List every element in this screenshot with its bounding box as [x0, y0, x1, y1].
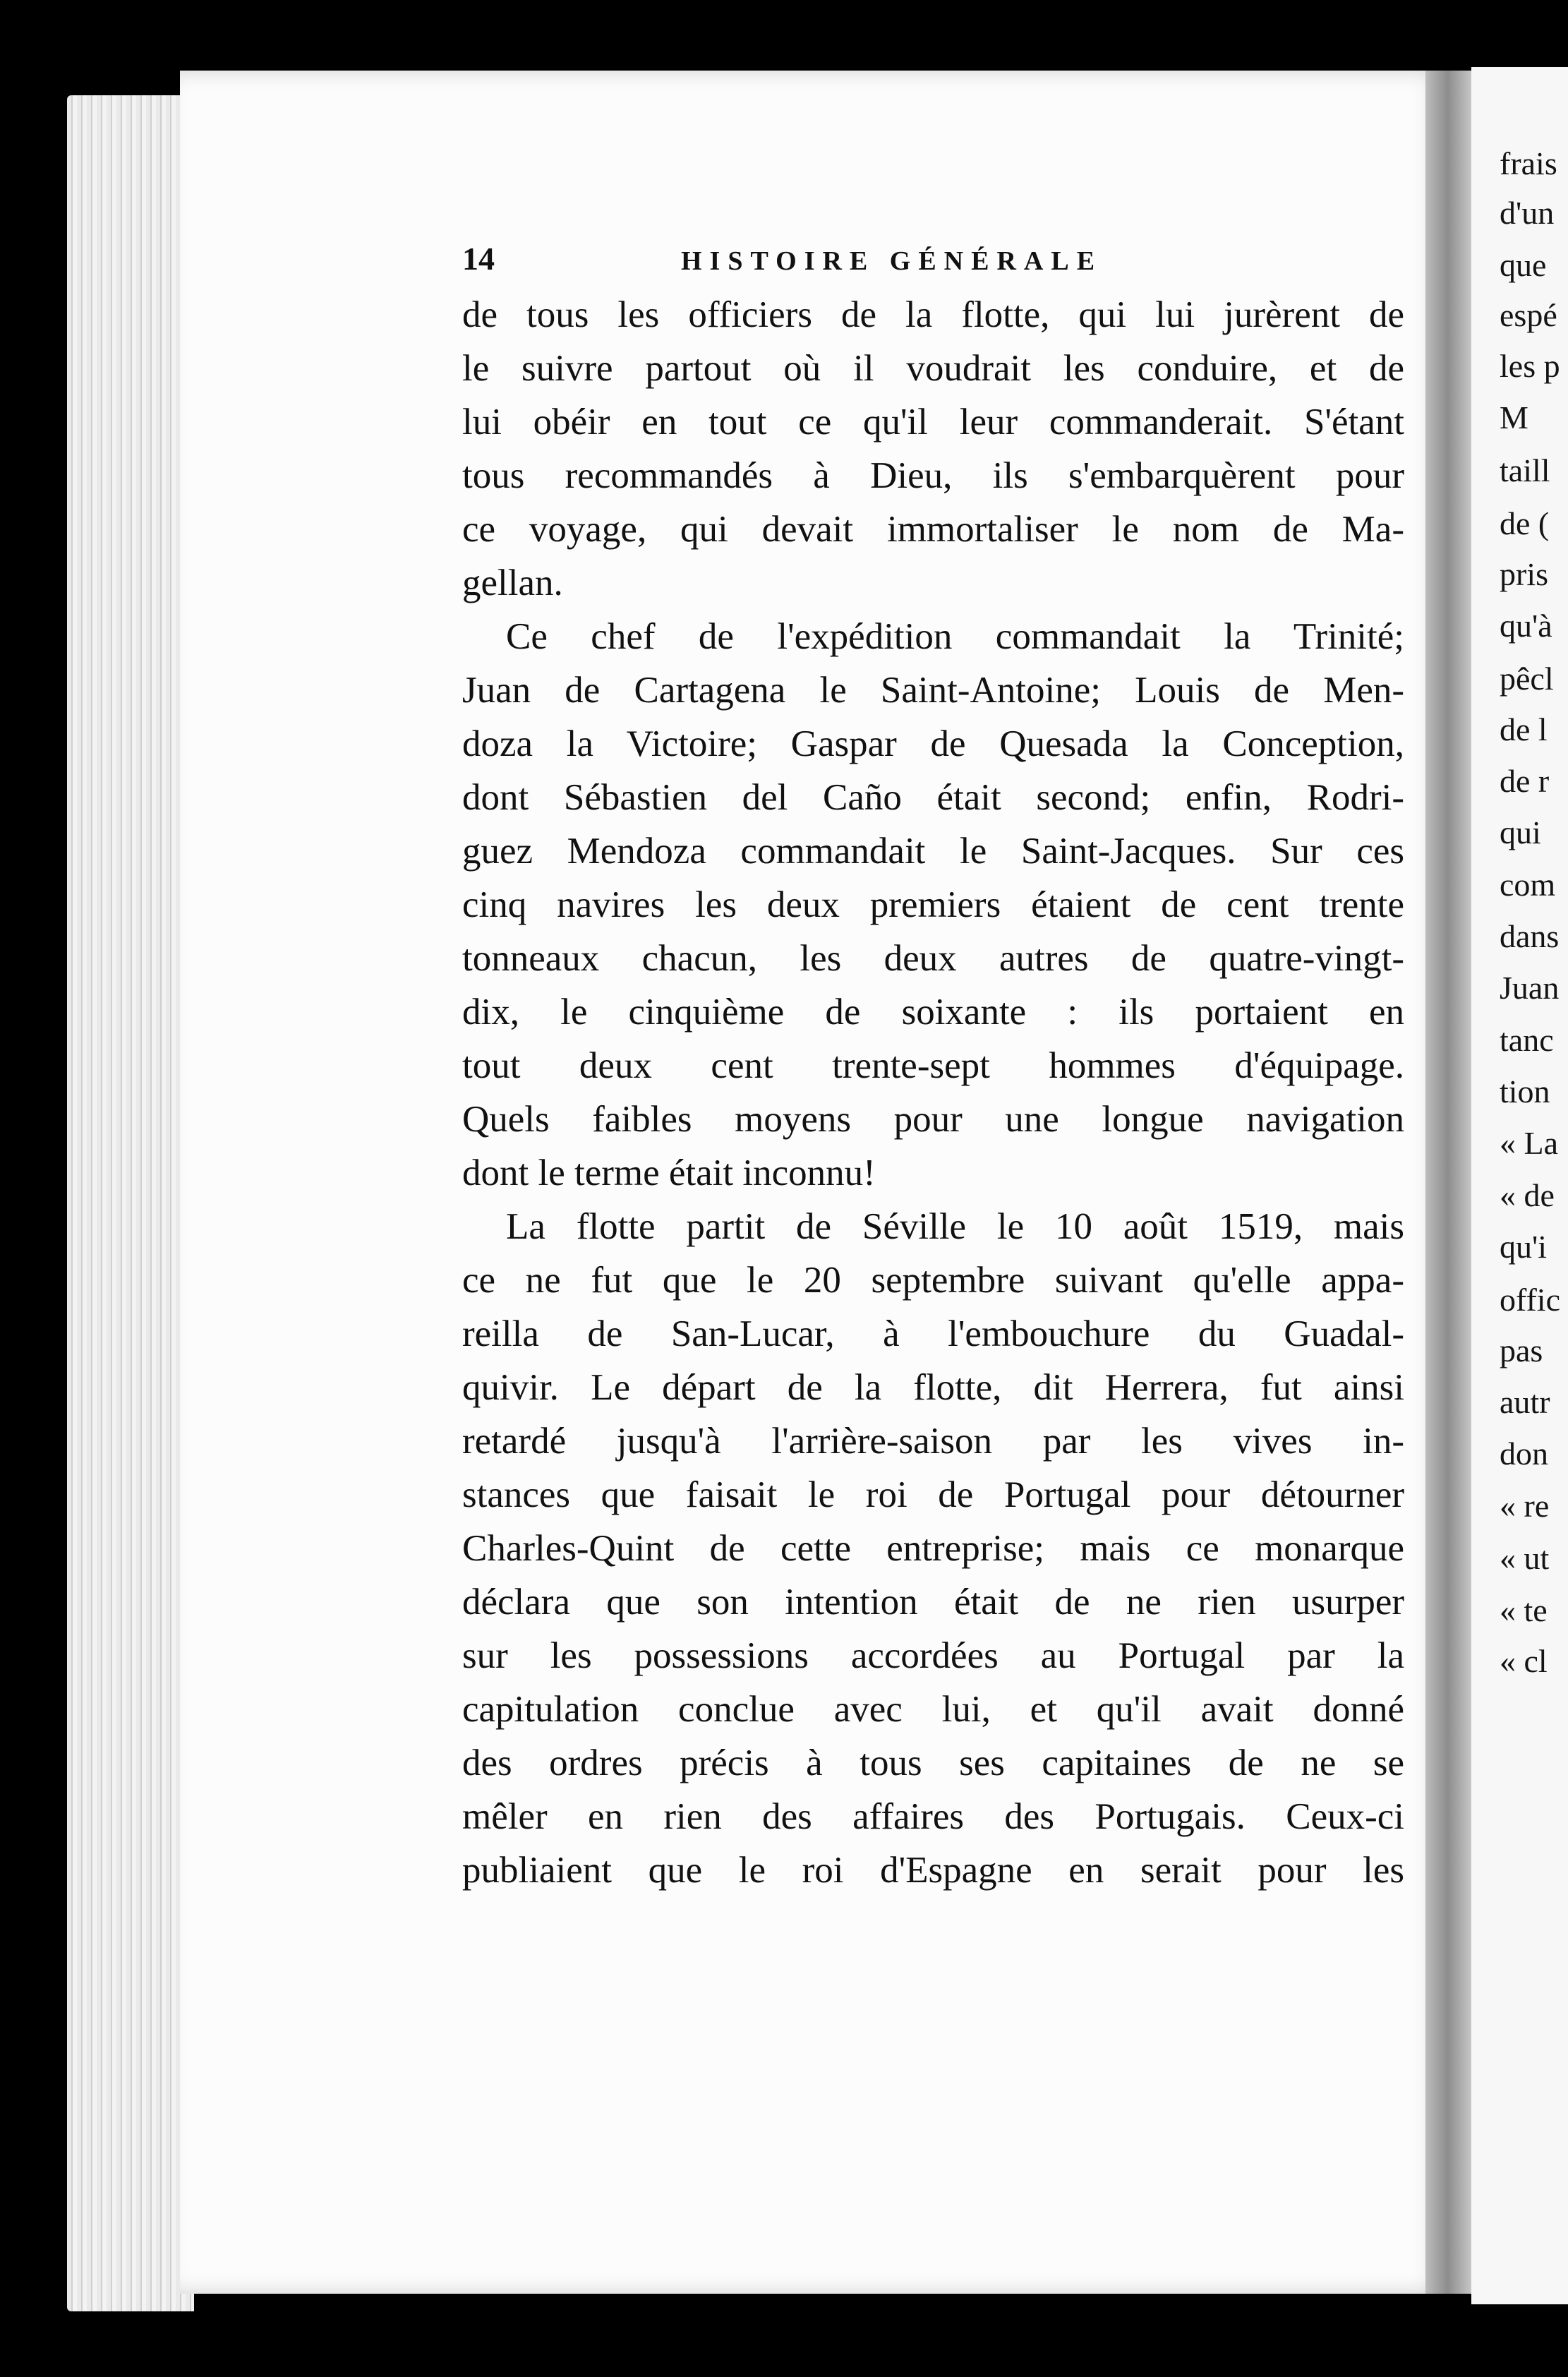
- facing-page-fragment: d'un: [1500, 195, 1555, 231]
- facing-page-fragment: « te: [1500, 1592, 1548, 1628]
- facing-page-fragment: de (: [1500, 505, 1550, 541]
- text-line: des ordres précis à tous ses capitaines de ne se: [462, 1743, 1404, 1783]
- text-line: retardé jusqu'à l'arrière-saison par les vives in-: [462, 1421, 1404, 1462]
- text-line: La flotte partit de Séville le 10 août 1519, mais: [506, 1206, 1404, 1247]
- running-title: HISTOIRE GÉNÉRALE: [681, 246, 1103, 276]
- facing-page-fragment: pris: [1500, 556, 1548, 592]
- facing-page-fragment: com: [1500, 867, 1556, 903]
- text-line: sur les possessions accordées au Portugal par la: [462, 1635, 1404, 1676]
- text-line: ce voyage, qui devait immortaliser le nom de Ma-: [462, 509, 1404, 550]
- facing-page-fragment: « cl: [1500, 1643, 1548, 1679]
- text-line: cinq navires les deux premiers étaient de cent trente: [462, 884, 1404, 925]
- text-line: tous recommandés à Dieu, ils s'embarquèrent pour: [462, 455, 1404, 496]
- facing-page-fragment: M: [1500, 399, 1528, 435]
- text-line: stances que faisait le roi de Portugal pour détourner: [462, 1474, 1404, 1515]
- facing-page-fragment: pas: [1500, 1332, 1543, 1368]
- text-line: dont Sébastien del Caño était second; enfin, Rodri-: [462, 777, 1404, 818]
- facing-page-fragment: tanc: [1500, 1022, 1554, 1058]
- text-line: dont le terme était inconnu!: [462, 1153, 876, 1193]
- facing-page: [1471, 67, 1568, 2304]
- text-line: capitulation conclue avec lui, et qu'il avait donné: [462, 1689, 1404, 1730]
- page-stack-edges: [67, 95, 194, 2311]
- text-line: gellan.: [462, 562, 563, 603]
- text-line: tout deux cent trente-sept hommes d'équipage.: [462, 1045, 1404, 1086]
- facing-page-fragment: « ut: [1500, 1540, 1550, 1576]
- facing-page-fragment: de r: [1500, 763, 1550, 799]
- facing-page-fragment: les p: [1500, 348, 1560, 384]
- text-line: Charles-Quint de cette entreprise; mais ce monarque: [462, 1528, 1404, 1569]
- text-line: publiaient que le roi d'Espagne en serait pour les: [462, 1850, 1404, 1891]
- text-line: lui obéir en tout ce qu'il leur commanderait. S'étant: [462, 402, 1404, 443]
- facing-page-fragment: de l: [1500, 711, 1548, 747]
- text-line: tonneaux chacun, les deux autres de quatre-vingt-: [462, 938, 1404, 979]
- text-line: doza la Victoire; Gaspar de Quesada la Conception,: [462, 723, 1404, 764]
- text-line: ce ne fut que le 20 septembre suivant qu'elle appa-: [462, 1260, 1404, 1301]
- facing-page-fragment: frais: [1500, 145, 1557, 181]
- text-line: Ce chef de l'expédition commandait la Trinité;: [506, 616, 1404, 657]
- text-line: de tous les officiers de la flotte, qui lui jurèrent de: [462, 294, 1404, 335]
- facing-page-fragment: Juan: [1500, 970, 1560, 1006]
- text-line: le suivre partout où il voudrait les conduire, et de: [462, 348, 1404, 389]
- facing-page-fragment: qu'à: [1500, 608, 1552, 644]
- facing-page-fragment: qui: [1500, 814, 1541, 850]
- text-line: Juan de Cartagena le Saint-Antoine; Louis de Men-: [462, 670, 1404, 711]
- page-header: [462, 240, 1415, 282]
- facing-page-fragment: espé: [1500, 297, 1557, 333]
- facing-page-fragment: tion: [1500, 1073, 1550, 1109]
- text-line: mêler en rien des affaires des Portugais. Ceux-ci: [462, 1796, 1404, 1837]
- facing-page-fragment: « de: [1500, 1177, 1555, 1213]
- facing-page-fragment: taill: [1500, 452, 1550, 488]
- text-line: Quels faibles moyens pour une longue navigation: [462, 1099, 1404, 1140]
- facing-page-fragment: don: [1500, 1436, 1548, 1472]
- facing-page-fragment: « re: [1500, 1488, 1550, 1524]
- facing-page-fragment: que: [1500, 247, 1547, 283]
- text-line: déclara que son intention était de ne rien usurper: [462, 1582, 1404, 1623]
- page-number: 14: [462, 241, 495, 277]
- text-line: quivir. Le départ de la flotte, dit Herrera, fut ainsi: [462, 1367, 1404, 1408]
- body-text: [462, 288, 1404, 1897]
- facing-page-fragment: « La: [1500, 1125, 1559, 1161]
- facing-page-fragment: pêcl: [1500, 661, 1554, 697]
- text-line: reilla de San-Lucar, à l'embouchure du Guadal-: [462, 1313, 1404, 1354]
- facing-page-fragment: dans: [1500, 918, 1560, 954]
- book-gutter: [1425, 71, 1475, 2294]
- facing-page-fragment: autr: [1500, 1384, 1550, 1420]
- text-line: guez Mendoza commandait le Saint-Jacques. Sur ces: [462, 831, 1404, 872]
- facing-page-fragment: offic: [1500, 1282, 1561, 1318]
- facing-page-fragment: qu'i: [1500, 1229, 1548, 1265]
- text-line: dix, le cinquième de soixante : ils portaient en: [462, 992, 1404, 1033]
